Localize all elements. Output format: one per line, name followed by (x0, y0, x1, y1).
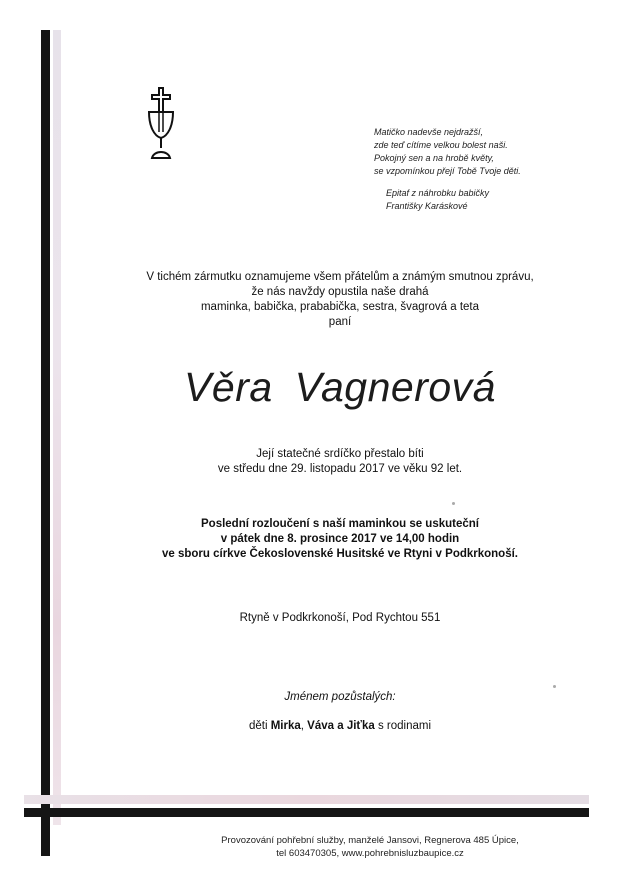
address: Rtyně v Podkrkonoší, Pod Rychtou 551 (239, 612, 441, 624)
epitaph-line: zde teď cítíme velkou bolest naši. (374, 140, 508, 150)
family-prefix: děti (248, 720, 268, 732)
deceased-last-name: Vagnerová (294, 364, 496, 410)
intro-line: že nás navždy opustila naše drahá (251, 286, 429, 298)
epitaph (374, 126, 604, 213)
deceased-name (60, 362, 620, 412)
bottom-border-pink-bar (24, 795, 589, 804)
scan-speck (452, 502, 455, 505)
family-separator: , (300, 720, 304, 732)
funeral-line: ve sboru církve Čekoslovenské Husitské ve Rtyni v Podkrkonoší. (161, 548, 518, 560)
epitaph-source-line: Epitaf z náhrobku babičky (386, 188, 490, 198)
epitaph-line: Pokojný sen a na hrobě květy, (374, 153, 494, 163)
death-notice (60, 447, 620, 477)
family-suffix: s rodinami (377, 720, 432, 732)
intro-line: V tichém zármutku oznamujeme všem přátelům a známým smutnou zprávu, (146, 271, 534, 283)
intro-line: paní (328, 316, 352, 328)
left-border-pink-bar (53, 30, 61, 825)
left-border-black-bar (41, 30, 50, 856)
scan-speck (553, 685, 556, 688)
epitaph-verse (374, 126, 604, 178)
deceased-first-name: Věra (184, 364, 273, 410)
bottom-border-black-bar (24, 808, 589, 817)
family-line (60, 719, 620, 734)
family-name: Váva (307, 720, 335, 732)
funeral-line: v pátek dne 8. prosince 2017 ve 14,00 hodin (220, 533, 460, 545)
on-behalf-heading: Jménem pozůstalých: (284, 691, 396, 703)
funeral-line: Poslední rozloučení s naší maminkou se uskuteční (201, 518, 479, 530)
footer-line: tel 603470305, www.pohrebnisluzbaupice.cz (276, 848, 464, 859)
announcement-intro (60, 270, 620, 330)
intro-line: maminka, babička, prababička, sestra, švagrová a teta (200, 301, 480, 313)
footer-line: Provozování pohřební služby, manželé Jansovi, Regnerova 485 Úpice, (221, 835, 519, 846)
funeral-details (60, 517, 620, 562)
family-name: Mirka (270, 720, 301, 732)
family-name: Jiťka (346, 720, 375, 732)
family-conjunction: a (337, 720, 344, 732)
epitaph-line: se vzpomínkou přejí Tobě Tvoje děti. (374, 166, 521, 176)
death-line: Její statečné srdíčko přestalo bíti (256, 448, 424, 460)
footer (120, 834, 620, 860)
epitaph-line: Matičko nadevše nejdražší, (374, 127, 484, 137)
cross-chalice-icon (146, 86, 176, 164)
epitaph-source (374, 187, 604, 213)
epitaph-source-line: Františky Karáskové (386, 201, 468, 211)
death-line: ve středu dne 29. listopadu 2017 ve věku 92 let. (217, 463, 463, 475)
